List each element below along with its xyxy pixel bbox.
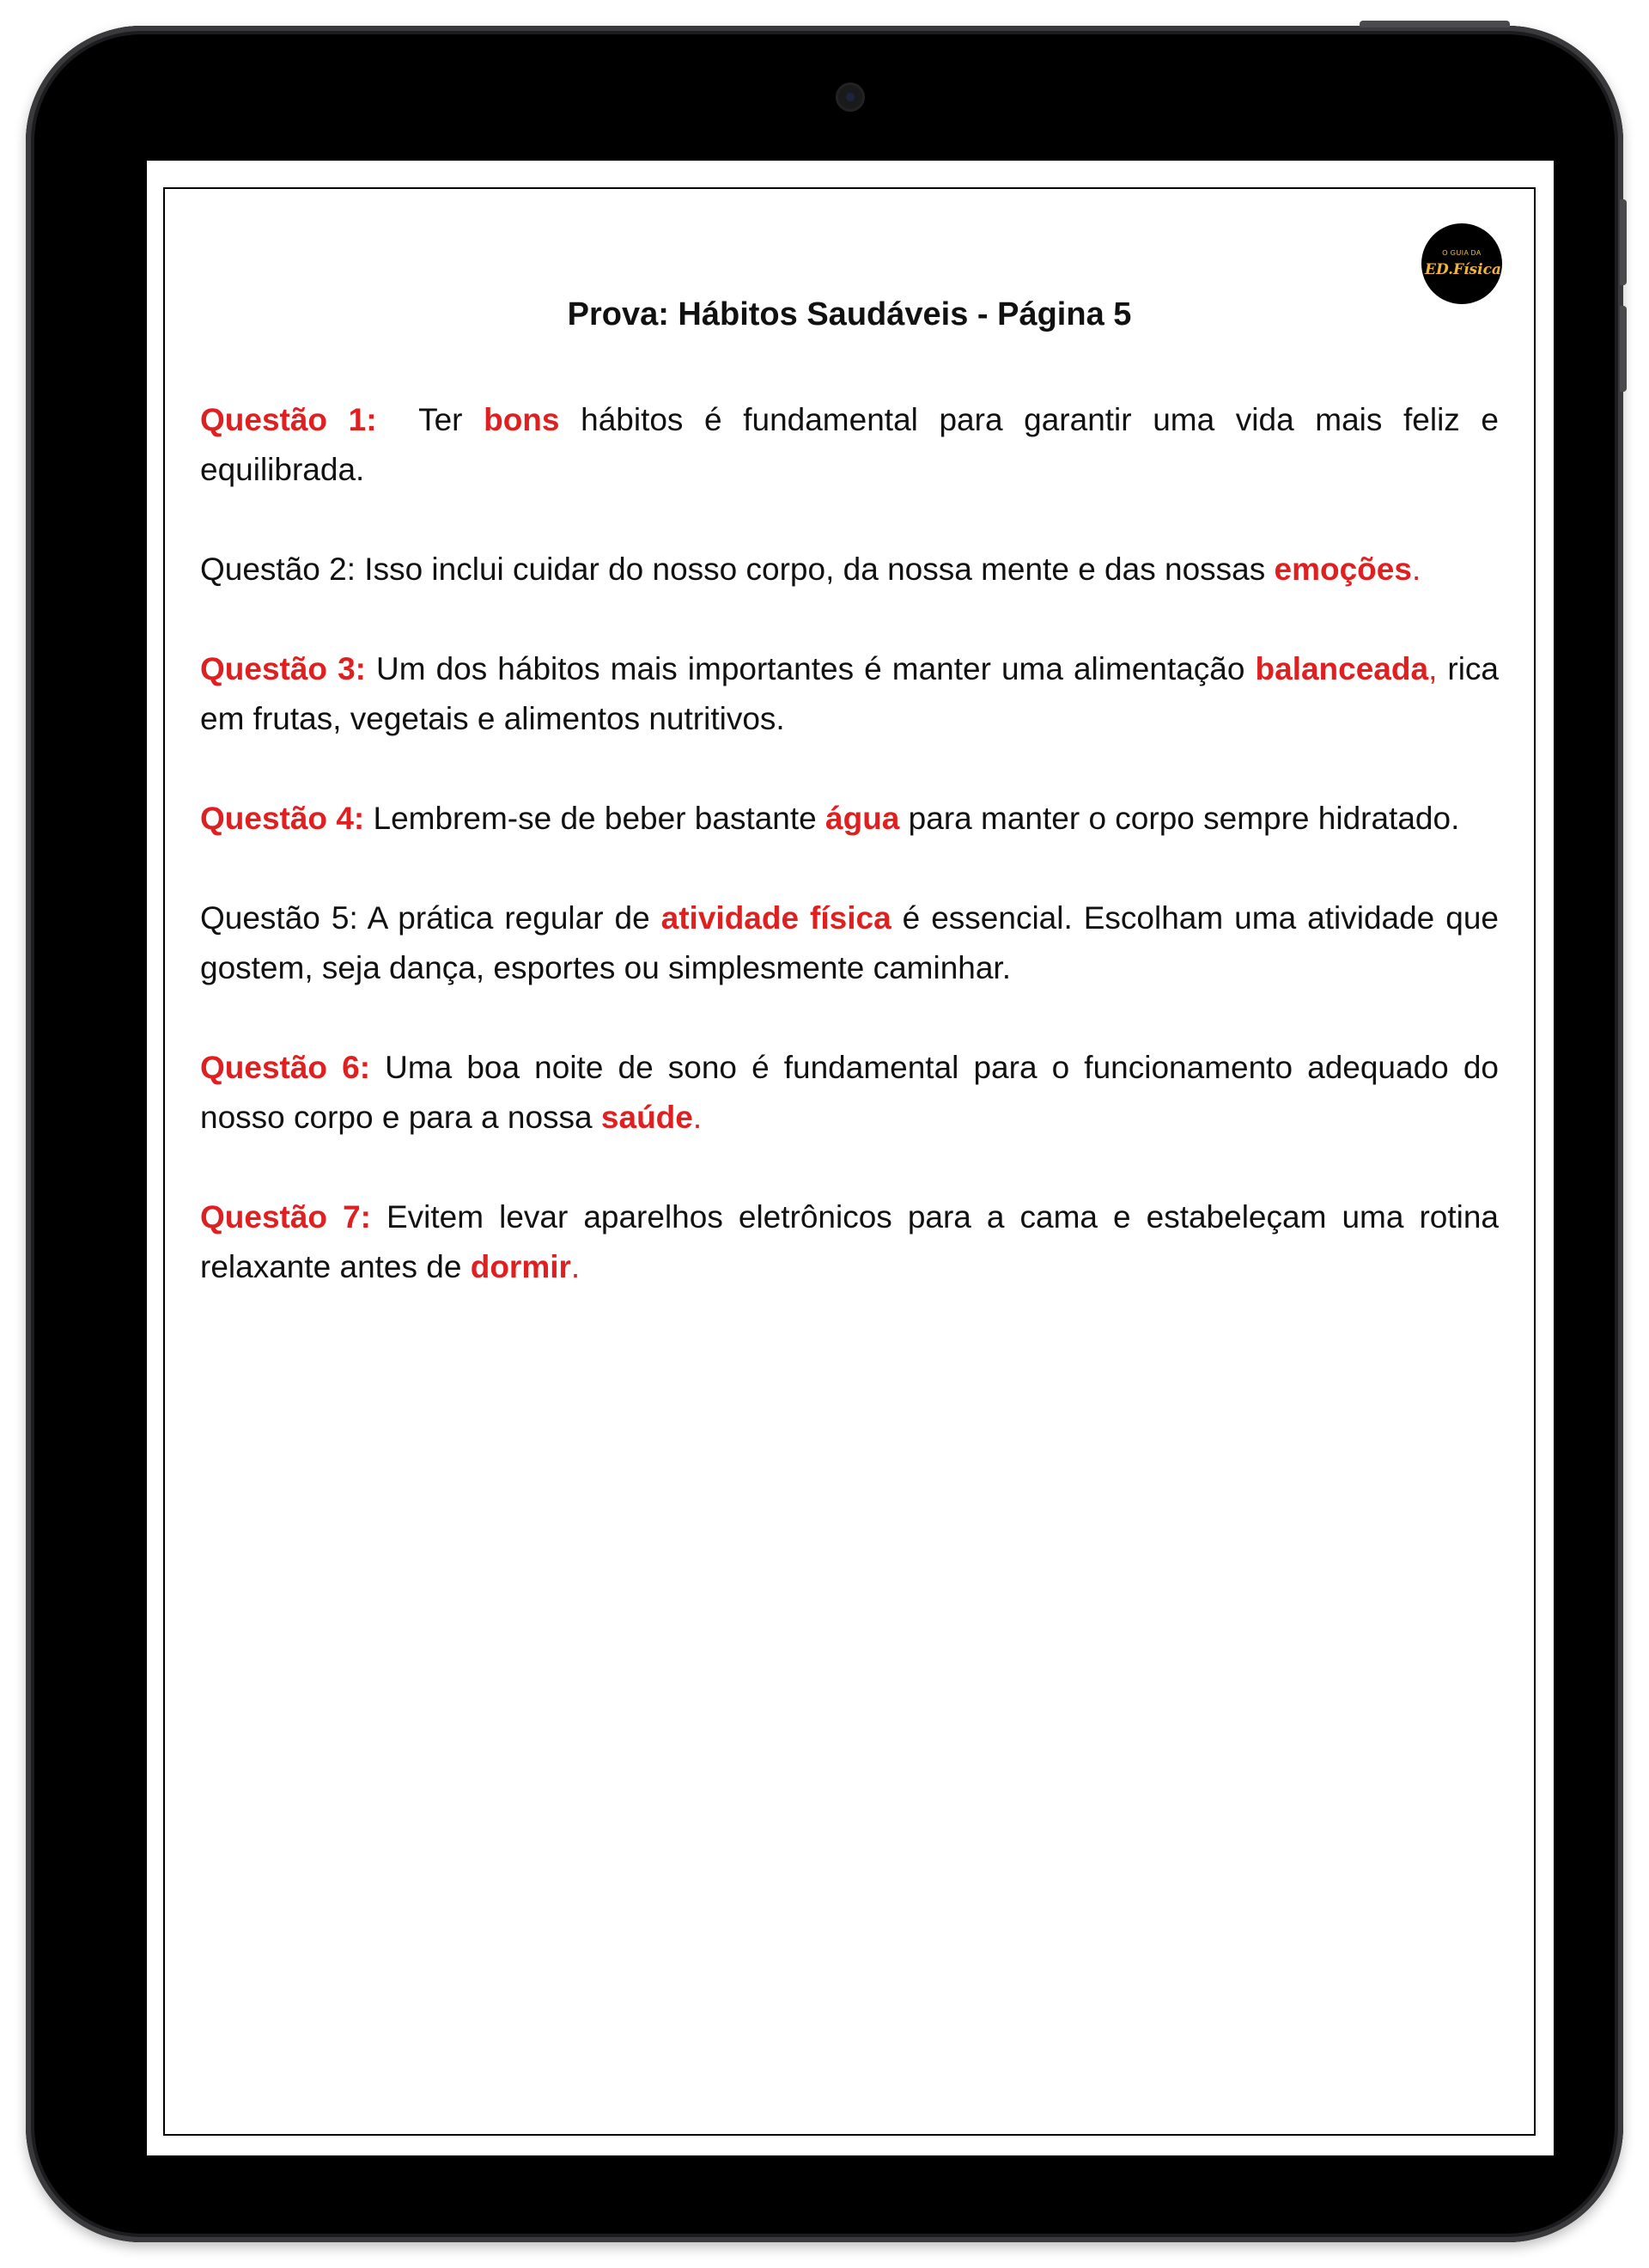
- volume-up-button: [1620, 199, 1627, 285]
- question-4-text-b: para manter o corpo sempre hidratado.: [899, 801, 1460, 836]
- question-1-highlight: bons: [484, 402, 560, 437]
- question-1-text-a: Ter: [376, 402, 484, 437]
- question-6-text-b: .: [692, 1100, 703, 1135]
- question-3-text-a: Um dos hábitos mais importantes é manter uma alimentação: [365, 651, 1256, 686]
- question-3-highlight: balanceada: [1255, 651, 1429, 686]
- question-2-highlight: emoções: [1274, 552, 1412, 587]
- question-5: [200, 893, 1499, 993]
- question-7-text-b: .: [570, 1249, 581, 1284]
- power-button: [1360, 21, 1510, 27]
- volume-down-button: [1620, 306, 1627, 392]
- question-3: [200, 644, 1499, 744]
- logo-big-text: ED.Física: [1425, 261, 1501, 278]
- question-7-text-a: Evitem levar aparelhos eletrônicos para a cama e estabeleçam uma rotina relaxante antes de: [200, 1199, 1499, 1284]
- question-4-highlight: água: [825, 801, 900, 836]
- question-1: [200, 395, 1499, 495]
- question-2-text-a: Questão 2: Isso inclui cuidar do nosso corpo, da nossa mente e das nossas: [200, 552, 1275, 587]
- question-4: [200, 794, 1499, 844]
- tablet-frame: [26, 26, 1623, 2242]
- question-6-label: Questão 6:: [200, 1050, 371, 1085]
- question-7: [200, 1192, 1499, 1292]
- question-3-comma: ,: [1428, 651, 1438, 686]
- question-3-text-b: rica em frutas, vegetais e alimentos nutritivos.: [200, 651, 1500, 736]
- question-list: [200, 395, 1499, 1342]
- question-7-label: Questão 7:: [200, 1199, 371, 1235]
- question-1-text-b: hábitos é fundamental para garantir uma vida mais feliz e equilibrada.: [200, 402, 1499, 487]
- question-4-text-a: Lembrem-se de beber bastante: [364, 801, 826, 836]
- question-5-text-a: Questão 5: A prática regular de: [200, 900, 661, 936]
- question-2: [200, 545, 1499, 594]
- question-7-highlight: dormir: [470, 1249, 571, 1284]
- page-title: Prova: Hábitos Saudáveis - Página 5: [567, 296, 1132, 332]
- question-6: [200, 1043, 1499, 1143]
- question-5-text-b: é essencial. Escolham uma atividade que gostem, seja dança, esportes ou simplesmente caminhar.: [200, 900, 1499, 985]
- question-6-text-a: Uma boa noite de sono é fundamental para o funcionamento adequado do nosso corpo e para a nossa: [200, 1050, 1499, 1135]
- front-camera: [836, 82, 865, 112]
- question-6-highlight: saúde: [600, 1100, 693, 1135]
- question-1-label: Questão 1:: [200, 402, 377, 437]
- question-4-label: Questão 4:: [200, 801, 365, 836]
- question-2-text-b: .: [1411, 552, 1421, 587]
- question-3-label: Questão 3:: [200, 651, 366, 686]
- tablet-screen: [147, 161, 1554, 2155]
- logo-small-text: O GUIA DA: [1442, 249, 1482, 257]
- question-5-highlight: atividade física: [660, 900, 891, 936]
- ed-fisica-logo: [1421, 223, 1502, 304]
